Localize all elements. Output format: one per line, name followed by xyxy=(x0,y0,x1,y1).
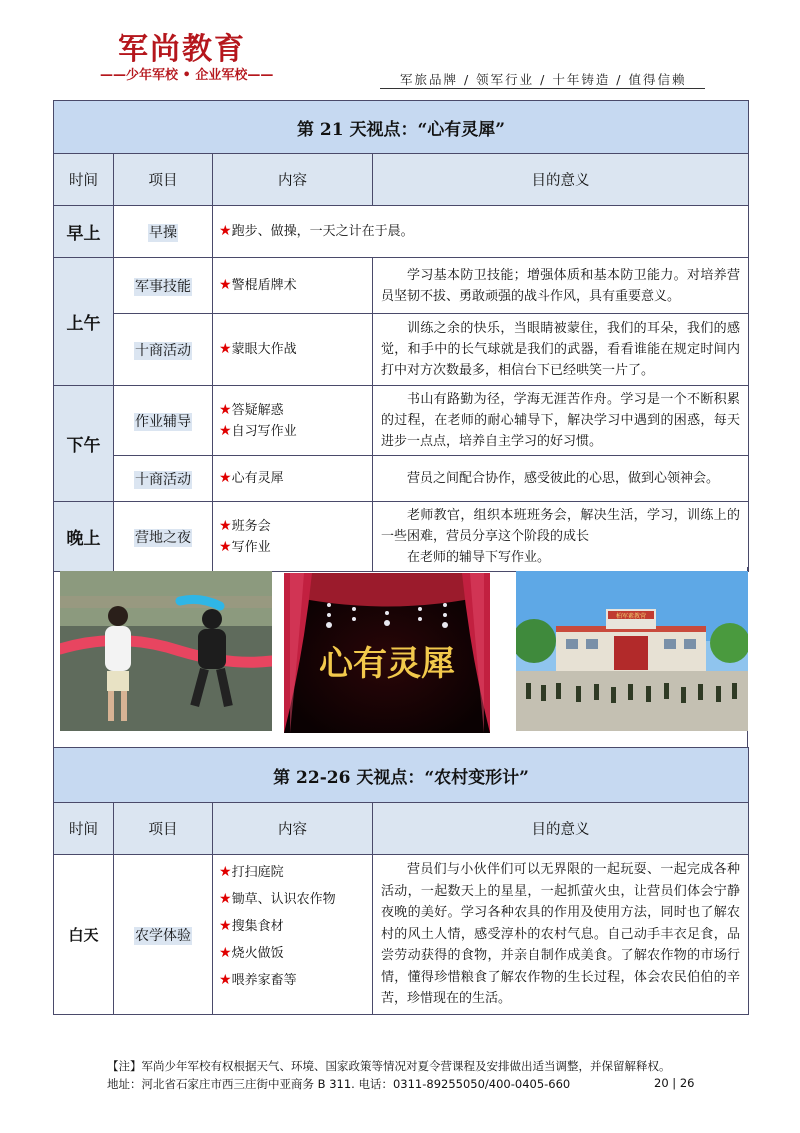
item-ten-quotient-1: 十商活动 xyxy=(114,314,213,386)
col-header-content: 内容 xyxy=(213,154,373,206)
item-homework-tutoring: 作业辅导 xyxy=(114,386,213,456)
page-number: 20 | 26 xyxy=(654,1076,695,1090)
content-military-skills: ★警棍盾牌术 xyxy=(213,258,373,314)
day22-title: 第 22-26 天视点：“农村变形计” xyxy=(54,748,749,803)
day21-schedule-table xyxy=(53,100,749,572)
photo-stage-banner xyxy=(284,573,490,733)
star-icon: ★ xyxy=(219,918,232,934)
col-header-purpose: 目的意义 xyxy=(373,154,749,206)
time-morning: 早上 xyxy=(54,206,114,258)
footer-address: 地址：河北省石家庄市西三庄街中亚商务 B 311. 电话：0311-89255050/400-0405-660 xyxy=(107,1077,571,1091)
camp-building-sign: 柏军素教营 xyxy=(615,613,647,620)
purpose-military-skills: 学习基本防卫技能；增强体质和基本防卫能力。对培养营员坚韧不拔、勇敢顽强的战斗作风，具有重要意义。 xyxy=(373,258,749,314)
item-farm-experience: 农学体验 xyxy=(114,855,213,1015)
table-row xyxy=(54,456,749,502)
content-farm-experience: ★打扫庭院 ★锄草、认识农作物 ★搜集食材 ★烧火做饭 ★喂养家畜等 xyxy=(213,855,373,1015)
time-afternoon: 下午 xyxy=(54,386,114,502)
star-icon: ★ xyxy=(219,972,232,988)
photo-camp-building xyxy=(516,571,748,731)
photo-strip xyxy=(53,567,748,747)
purpose-farm-experience: 营员们与小伙伴们可以无界限的一起玩耍、一起完成各种活动，一起数天上的星星，一起抓萤火虫，让营员们体会宁静夜晚的美好。学习各种农具的作用及使用方法，同时也了解农村的风土人情，感受淳朴的农村气息。自己动手丰衣足食，品尝劳动获得的食物，并亲自制作成美食。了解农作物的市场行情，懂得珍惜粮食了解农作物的生长过程，体会农民伯伯的辛苦，珍惜现在的生活。 xyxy=(373,855,749,1015)
col-header-time: 时间 xyxy=(54,803,114,855)
content-camp-night: ★班务会 ★写作业 xyxy=(213,502,373,572)
purpose-homework-tutoring: 书山有路勤为径，学海无涯苦作舟。学习是一个不断积累的过程，在老师的耐心辅导下，解决学习中遇到的困惑，每天进步一点点，培养自主学习的好习惯。 xyxy=(373,386,749,456)
footer-note: 【注】军尚少年军校有权根据天气、环境、国家政策等情况对夏令营课程及安排做出适当调整，并保留解释权。 xyxy=(107,1059,671,1073)
brand-logo-title: 军尚教育 xyxy=(118,32,246,67)
star-icon: ★ xyxy=(219,538,232,555)
purpose-telepathy-game: 营员之间配合协作，感受彼此的心思，做到心领神会。 xyxy=(373,456,749,502)
time-forenoon: 上午 xyxy=(54,258,114,386)
star-icon: ★ xyxy=(219,341,232,357)
star-icon: ★ xyxy=(219,422,232,439)
table-row xyxy=(54,206,749,258)
purpose-camp-night: 老师教官，组织本班班务会，解决生活，学习，训练上的一些困难，营员分享这个阶段的成长 在老师的辅导下写作业。 xyxy=(373,502,749,572)
item-ten-quotient-2: 十商活动 xyxy=(114,456,213,502)
brand-logo-subtitle: ——少年军校 • 企业军校—— xyxy=(100,68,274,83)
content-blindfold-game: ★蒙眼大作战 xyxy=(213,314,373,386)
col-header-item: 项目 xyxy=(114,803,213,855)
star-icon: ★ xyxy=(219,864,232,880)
table-row xyxy=(54,314,749,386)
star-icon: ★ xyxy=(219,401,232,418)
content-telepathy-game: ★心有灵犀 xyxy=(213,456,373,502)
day22-schedule-table xyxy=(53,747,749,1015)
time-evening: 晚上 xyxy=(54,502,114,572)
star-icon: ★ xyxy=(219,470,232,486)
col-header-content: 内容 xyxy=(213,803,373,855)
star-icon: ★ xyxy=(219,891,232,907)
item-military-skills: 军事技能 xyxy=(114,258,213,314)
col-header-item: 项目 xyxy=(114,154,213,206)
item-camp-night: 营地之夜 xyxy=(114,502,213,572)
table-row xyxy=(54,502,749,572)
header-divider xyxy=(380,88,705,89)
col-header-purpose: 目的意义 xyxy=(373,803,749,855)
item-morning-exercise: 早操 xyxy=(114,206,213,258)
time-daytime: 白天 xyxy=(54,855,114,1015)
banner-text: 心有灵犀 xyxy=(319,644,455,684)
content-morning: ★跑步、做操，一天之计在于晨。 xyxy=(213,206,749,258)
table-row xyxy=(54,258,749,314)
star-icon: ★ xyxy=(219,945,232,961)
table-row xyxy=(54,386,749,456)
content-homework-tutoring: ★答疑解惑 ★自习写作业 xyxy=(213,386,373,456)
header-slogan: 军旅品牌 / 领军行业 / 十年铸造 / 值得信赖 xyxy=(400,72,687,87)
star-icon: ★ xyxy=(219,517,232,534)
day21-title: 第 21 天视点：“心有灵犀” xyxy=(54,101,749,154)
star-icon: ★ xyxy=(219,223,232,239)
photo-foam-stick-game xyxy=(60,571,272,731)
table-row xyxy=(54,855,749,1015)
star-icon: ★ xyxy=(219,277,232,293)
purpose-blindfold-game: 训练之余的快乐，当眼睛被蒙住，我们的耳朵，我们的感觉，和手中的长气球就是我们的武器，看看谁能在规定时间内打中对方次数最多，相信台下已经哄笑一片了。 xyxy=(373,314,749,386)
col-header-time: 时间 xyxy=(54,154,114,206)
